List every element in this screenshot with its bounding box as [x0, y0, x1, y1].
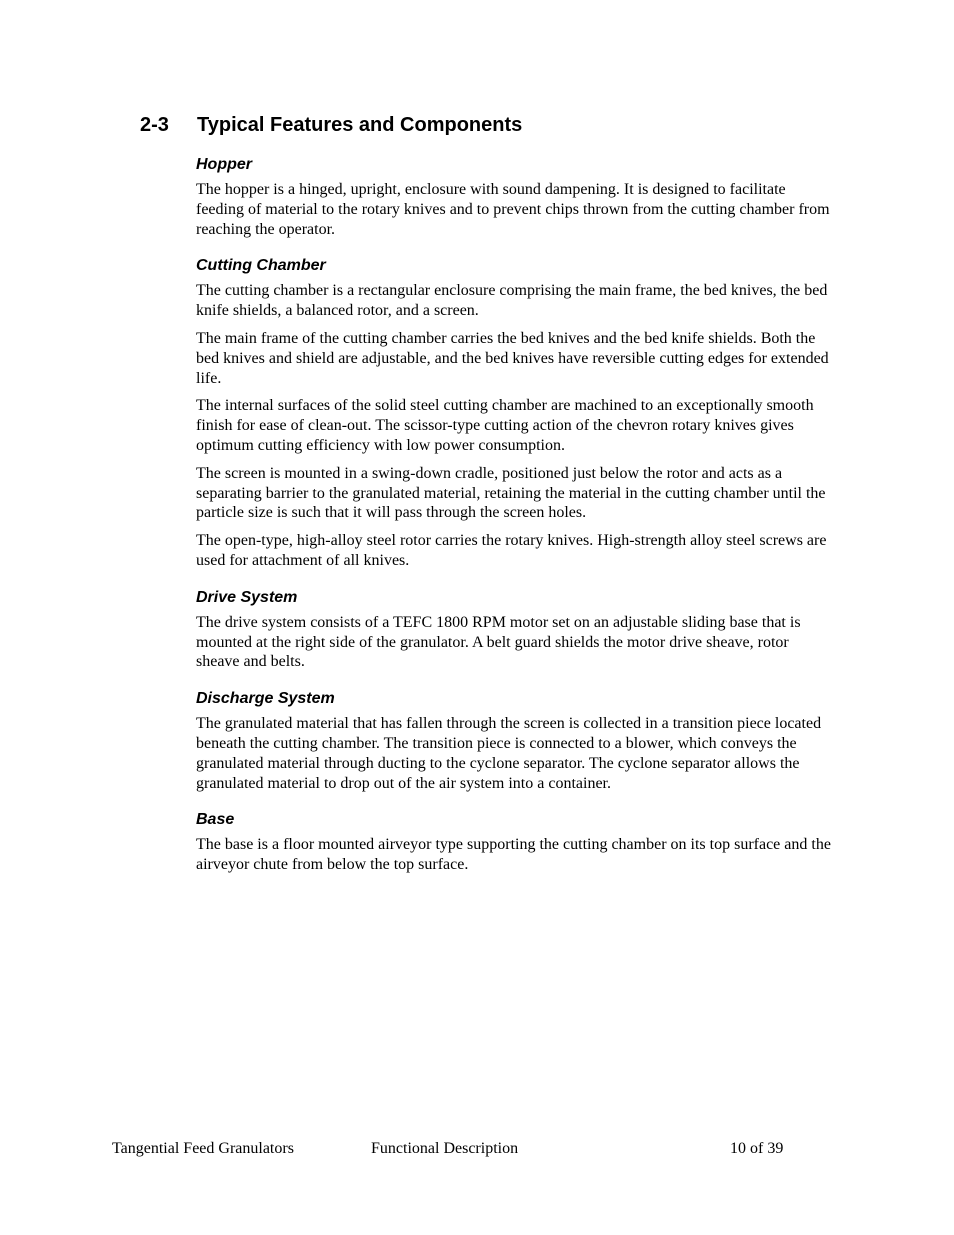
footer-page-number: 10 of 39 — [730, 1140, 784, 1157]
subsection-heading: Cutting Chamber — [196, 257, 326, 275]
subsection-heading: Base — [196, 811, 235, 829]
section-number: 2-3 — [140, 114, 169, 136]
paragraph: The cutting chamber is a rectangular enclosure comprising the main frame, the bed knives, the bed knife shields, a balanced rotor, and a screen. — [196, 282, 828, 320]
footer-document-title: Tangential Feed Granulators — [112, 1140, 294, 1157]
section-heading — [140, 112, 522, 138]
paragraph: The screen is mounted in a swing-down cradle, positioned just below the rotor and acts as a separating barrier to the granulated material, retaining the material in the cutting chamber until the particle size is such that it will pass through the screen holes. — [196, 464, 826, 522]
paragraph: The internal surfaces of the solid steel cutting chamber are machined to an exceptionally smooth finish for ease of clean-out. The scissor-type cutting action of the chevron rotary knives gives optimum cutting efficiency with low power consumption. — [196, 397, 814, 454]
subsection-base — [196, 809, 836, 875]
paragraph: The open-type, high-alloy steel rotor carries the rotary knives. High-strength alloy steel screws are used for attachment of all knives. — [196, 532, 827, 569]
subsection-discharge-system — [196, 688, 836, 793]
document-body — [196, 154, 836, 891]
subsection-hopper — [196, 154, 836, 239]
subsection-heading: Hopper — [196, 156, 252, 173]
paragraph: The hopper is a hinged, upright, enclosure with sound dampening. It is designed to facilitate feeding of material to the rotary knives and to prevent chips thrown from the cutting chamber from reaching the operator. — [196, 181, 830, 238]
paragraph: The main frame of the cutting chamber carries the bed knives and the bed knife shields. Both the bed knives and shield are adjustable, and the bed knives have reversible cutting edges for extended life. — [196, 329, 829, 387]
footer-chapter-title: Functional Description — [371, 1140, 519, 1157]
subsection-drive-system — [196, 587, 836, 672]
subsection-heading: Discharge System — [196, 690, 335, 708]
paragraph: The drive system consists of a TEFC 1800 RPM motor set on an adjustable sliding base that is mounted at the right side of the granulator. A belt guard shields the motor drive sheave, rotor sheave and belts. — [196, 613, 801, 671]
section-title: Typical Features and Components — [197, 114, 523, 136]
subsection-heading: Drive System — [196, 588, 298, 606]
paragraph: The granulated material that has fallen through the screen is collected in a transition piece located beneath the cutting chamber. The transition piece is connected to a blower, which conveys the granulated material through ducting to the cyclone separator. The cyclone separator allows the granulated material to drop out of the air system into a container. — [196, 715, 822, 792]
paragraph: The base is a floor mounted airveyor type supporting the cutting chamber on its top surface and the airveyor chute from below the top surface. — [196, 836, 831, 874]
subsection-cutting-chamber — [196, 255, 836, 570]
